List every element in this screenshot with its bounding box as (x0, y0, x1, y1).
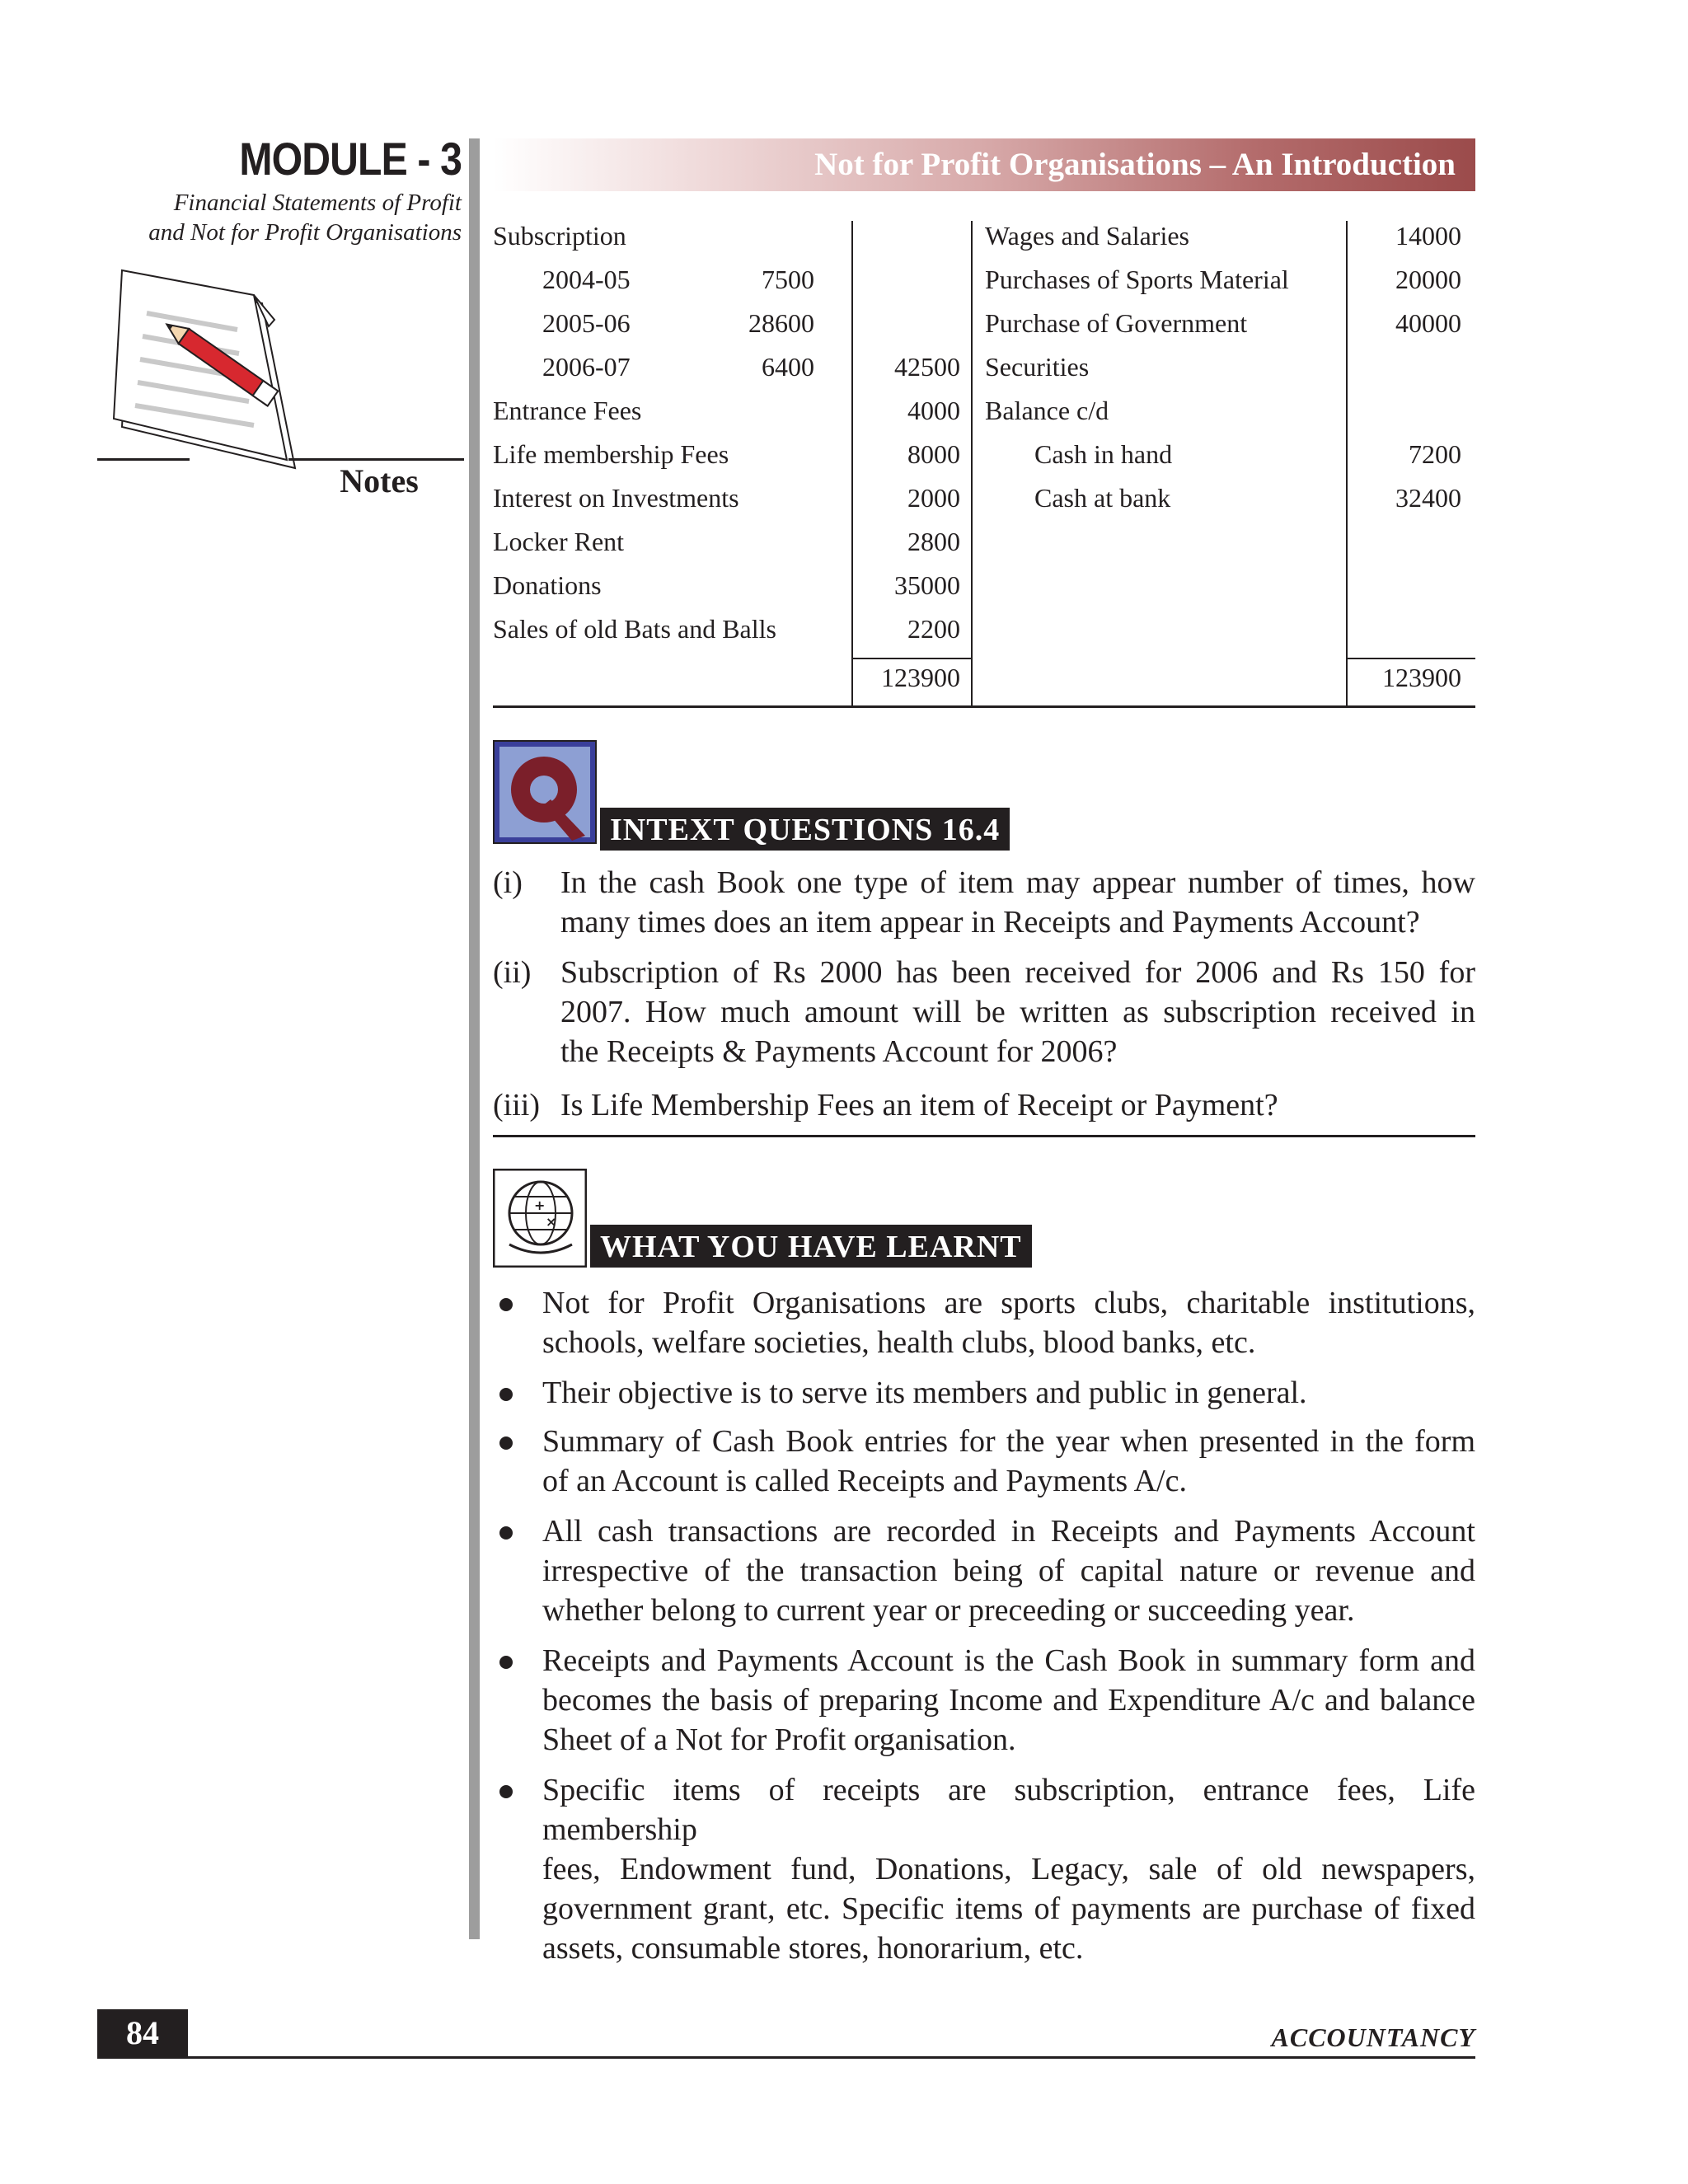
learnt-line: government grant, etc. Specific items of payments are purchase of fixed (542, 1891, 1475, 1926)
payments-total: 123900 (1382, 663, 1461, 692)
learnt-line: fees, Endowment fund, Donations, Legacy, sale of old newspapers, (542, 1852, 1475, 1886)
learnt-line: All cash transactions are recorded in Receipts and Payments Account (542, 1514, 1475, 1549)
receipt-label: 2005-06 (542, 308, 631, 338)
payment-amount: 14000 (1395, 221, 1461, 251)
bullet-marker (499, 1436, 513, 1450)
notes-pencil-icon (97, 262, 312, 501)
receipt-label: Life membership Fees (493, 439, 729, 469)
column-rule (971, 221, 973, 708)
question-line: Subscription of Rs 2000 has been received for 2006 and Rs 150 for (560, 955, 1475, 990)
margin-divider (469, 138, 480, 1939)
intext-questions-heading: INTEXT QUESTIONS 16.4 (600, 808, 1010, 851)
learnt-line: Their objective is to serve its members and public in general. (542, 1376, 1307, 1410)
footer-rule (97, 2056, 1475, 2059)
svg-text:+: + (534, 1197, 546, 1213)
module-subtitle (82, 188, 462, 247)
question-line: many times does an item appear in Receipts and Payments Account? (560, 905, 1420, 940)
receipt-amount: 4000 (907, 396, 960, 425)
page-number: 84 (97, 2009, 188, 2056)
module-subtitle-line1: Financial Statements of Profit (173, 190, 462, 216)
receipt-sub-amount: 6400 (762, 352, 814, 382)
receipt-label: Donations (493, 570, 602, 600)
bullet-marker (499, 1388, 513, 1401)
receipt-amount: 8000 (907, 439, 960, 469)
question-line: the Receipts & Payments Account for 2006? (560, 1034, 1118, 1069)
question-number: (iii) (493, 1088, 540, 1122)
bottom-rule (493, 705, 1475, 708)
learnt-point (542, 1511, 1475, 1630)
question-number: (ii) (493, 955, 532, 990)
payment-amount: 7200 (1409, 439, 1461, 469)
section-rule (493, 1135, 1475, 1137)
receipt-sub-amount: 28600 (748, 308, 814, 338)
payment-amount: 20000 (1395, 265, 1461, 294)
payment-label: Cash at bank (1034, 483, 1171, 513)
learnt-line: schools, welfare societies, health clubs, blood banks, etc. (542, 1325, 1256, 1360)
payment-label: Purchase of Government (985, 308, 1248, 338)
question-number: (i) (493, 865, 523, 900)
receipts-payments-table (493, 221, 1475, 709)
receipt-amount: 42500 (894, 352, 960, 382)
learnt-point (542, 1422, 1475, 1501)
total-rule (851, 658, 973, 659)
total-rule (1346, 658, 1475, 659)
question-line: 2007. How much amount will be written as subscription received in (560, 995, 1475, 1029)
receipt-label: 2006-07 (542, 352, 631, 382)
bullet-marker (499, 1656, 513, 1669)
receipt-label: 2004-05 (542, 265, 631, 294)
bullet-marker (499, 1298, 513, 1311)
payment-amount: 40000 (1395, 308, 1461, 338)
svg-text:×: × (546, 1214, 557, 1230)
receipt-sub-amount: 7500 (762, 265, 814, 294)
learnt-point (542, 1770, 1475, 1968)
learnt-line: Sheet of a Not for Profit organisation. (542, 1722, 1016, 1757)
module-title: MODULE - 3 (239, 133, 462, 185)
learnt-line: irrespective of the transaction being of capital nature or revenue and (542, 1554, 1475, 1588)
receipt-amount: 2200 (907, 614, 960, 644)
learnt-line: assets, consumable stores, honorarium, etc. (542, 1931, 1084, 1966)
what-you-have-learnt-heading: WHAT YOU HAVE LEARNT (590, 1225, 1032, 1268)
payment-label: Securities (985, 352, 1090, 382)
question-line: In the cash Book one type of item may appear number of times, how (560, 865, 1475, 900)
payment-label: Wages and Salaries (985, 221, 1189, 251)
question-icon (493, 740, 597, 844)
receipt-label: Locker Rent (493, 527, 625, 556)
learnt-line: whether belong to current year or preceeding or succeeding year. (542, 1593, 1355, 1628)
receipt-label: Sales of old Bats and Balls (493, 614, 776, 644)
learnt-point (542, 1283, 1475, 1362)
notes-rule-right (288, 458, 464, 461)
payment-label: Purchases of Sports Material (985, 265, 1289, 294)
column-rule (1346, 221, 1348, 708)
receipt-label: Subscription (493, 221, 626, 251)
learnt-point (542, 1373, 1475, 1413)
learnt-line: of an Account is called Receipts and Payments A/c. (542, 1464, 1187, 1498)
learnt-line: Summary of Cash Book entries for the year when presented in the form (542, 1424, 1475, 1459)
receipts-total: 123900 (881, 663, 960, 692)
payment-amount: 32400 (1395, 483, 1461, 513)
learnt-line: becomes the basis of preparing Income and Expenditure A/c and balance (542, 1683, 1475, 1718)
question-line: Is Life Membership Fees an item of Receipt or Payment? (560, 1088, 1278, 1122)
globe-learning-icon (493, 1169, 587, 1268)
question-text (560, 953, 1475, 1071)
column-rule (851, 221, 853, 708)
payment-label: Cash in hand (1034, 439, 1173, 469)
receipt-label: Entrance Fees (493, 396, 642, 425)
receipt-amount: 2000 (907, 483, 960, 513)
question-text (560, 863, 1475, 942)
learnt-point (542, 1641, 1475, 1760)
bullet-marker (499, 1785, 513, 1798)
payment-label: Balance c/d (985, 396, 1109, 425)
receipt-label: Interest on Investments (493, 483, 739, 513)
chapter-title: Not for Profit Organisations – An Introduction (814, 147, 1456, 182)
notes-rule-left (97, 458, 190, 461)
learnt-line: Not for Profit Organisations are sports clubs, charitable institutions, (542, 1286, 1475, 1320)
learnt-line: Receipts and Payments Account is the Cash Book in summary form and (542, 1643, 1475, 1678)
receipt-amount: 35000 (894, 570, 960, 600)
learnt-line: Specific items of receipts are subscription, entrance fees, Life membership (542, 1773, 1475, 1847)
question-text (560, 1085, 1475, 1125)
bullet-marker (499, 1526, 513, 1540)
module-subtitle-line2: and Not for Profit Organisations (148, 219, 462, 246)
footer-subject: ACCOUNTANCY (1271, 2022, 1475, 2052)
notes-label: Notes (340, 462, 419, 499)
receipt-amount: 2800 (907, 527, 960, 556)
